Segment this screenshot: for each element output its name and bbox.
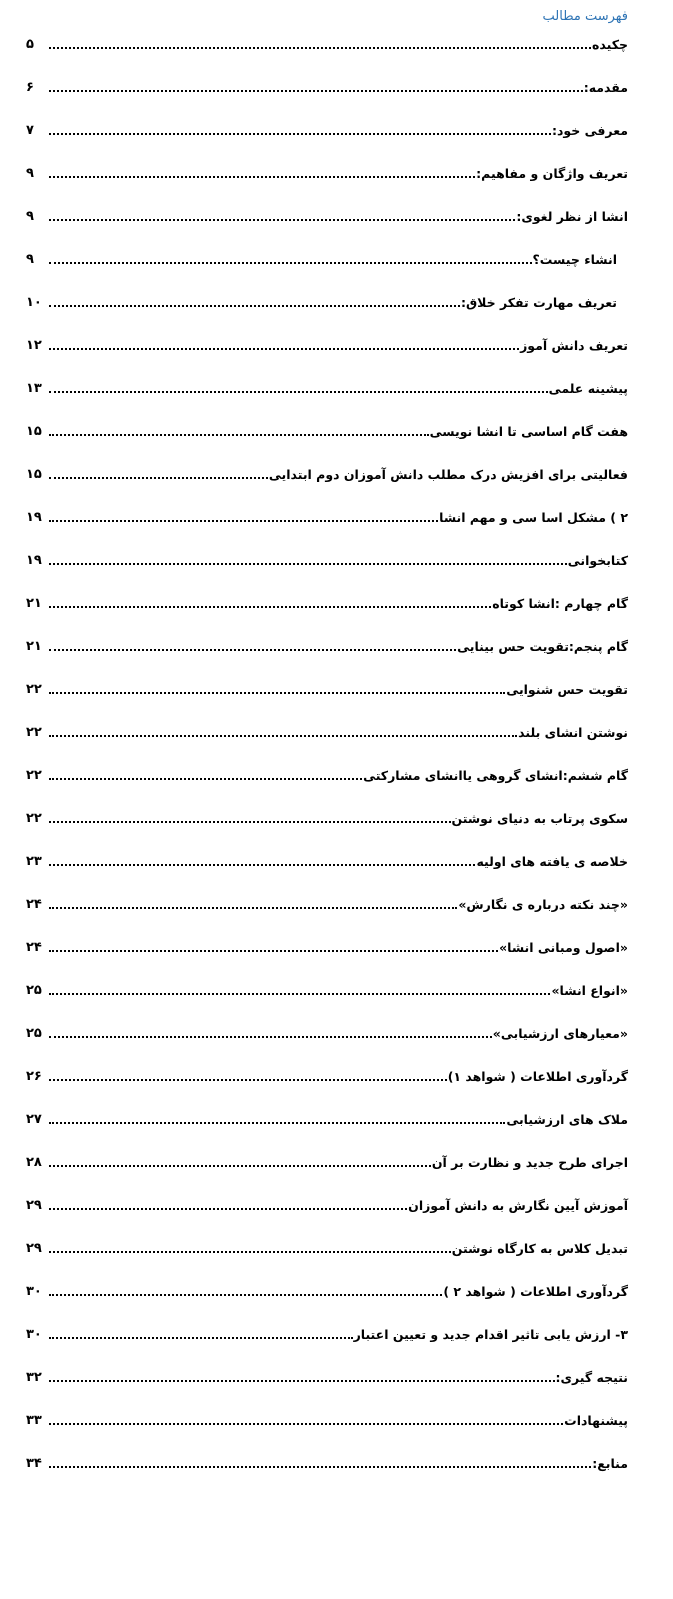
toc-entry-title: گام پنجم:تقویت حس بینایی	[457, 639, 628, 654]
toc-entry[interactable]	[26, 290, 617, 312]
toc-entry-title: تقویت حس شنوایی	[506, 682, 628, 697]
toc-page-number: ۲۳	[26, 854, 42, 869]
toc-dot-leader	[49, 606, 491, 608]
toc-dot-leader	[49, 477, 268, 479]
toc-page-number: ۲۶	[26, 1069, 42, 1084]
toc-page-number: ۶	[26, 80, 34, 95]
toc-dot-leader	[49, 692, 505, 694]
toc-dot-leader	[49, 391, 548, 393]
toc-entry[interactable]	[26, 376, 628, 398]
toc-dot-leader	[49, 219, 515, 221]
toc-page-number: ۲۴	[26, 940, 42, 955]
toc-dot-leader	[49, 1208, 407, 1210]
toc-entry-title: گردآوری اطلاعات ( شواهد ۲ )	[443, 1284, 628, 1299]
toc-entry-title: نوشتن انشای بلند	[518, 725, 628, 740]
toc-page-number: ۲۹	[26, 1241, 42, 1256]
toc-dot-leader	[49, 1423, 563, 1425]
toc-page-number: ۲۵	[26, 983, 42, 998]
toc-entry-title: معرفی خود:	[551, 123, 628, 138]
toc-entry-title: هفت گام اساسی تا انشا نویسی	[429, 424, 628, 439]
toc-entry-title: انشا از نظر لغوی:	[516, 209, 628, 224]
toc-dot-leader	[49, 1380, 555, 1382]
toc-entry[interactable]	[26, 591, 628, 613]
toc-dot-leader	[49, 90, 583, 92]
toc-page-number: ۱۹	[26, 510, 42, 525]
toc-page-number: ۱۲	[26, 338, 42, 353]
toc-page-number: ۲۴	[26, 897, 42, 912]
toc-entry-title: «اصول ومبانی انشا»	[499, 940, 628, 955]
toc-entry-title: نتیجه گیری:	[555, 1370, 628, 1385]
toc-page-number: ۹	[26, 252, 34, 267]
toc-entry-title: پیشنهادات	[564, 1413, 628, 1428]
toc-entry[interactable]	[26, 806, 628, 828]
toc-page-number: ۳۳	[26, 1413, 42, 1428]
toc-dot-leader	[49, 305, 460, 307]
toc-page-number: ۱۵	[26, 424, 42, 439]
toc-entry-title: فعالیتی برای افزیش درک مطلب دانش آموزان دوم ابتدایی	[268, 467, 628, 482]
toc-dot-leader	[49, 1466, 591, 1468]
toc-entry[interactable]	[26, 763, 628, 785]
toc-entry[interactable]	[26, 978, 628, 1000]
toc-entry[interactable]	[26, 1193, 628, 1215]
toc-entry-title: منابع:	[592, 1456, 628, 1471]
toc-page-number: ۲۷	[26, 1112, 42, 1127]
toc-dot-leader	[49, 778, 362, 780]
toc-entry[interactable]	[26, 161, 628, 183]
toc-entry-title: سکوی پرتاب به دنیای نوشتن	[451, 811, 628, 826]
toc-entry[interactable]	[26, 1322, 628, 1344]
toc-entry-title: مقدمه:	[583, 80, 628, 95]
toc-entry[interactable]	[26, 720, 628, 742]
toc-entry[interactable]	[26, 1236, 628, 1258]
toc-entry[interactable]	[26, 32, 628, 54]
toc-dot-leader	[49, 176, 475, 178]
toc-page-number: ۲۲	[26, 768, 42, 783]
toc-dot-leader	[49, 1122, 505, 1124]
toc-entry-title: تعریف دانش آموز	[520, 338, 628, 353]
toc-entry-title: ملاک های ارزشیابی	[506, 1112, 628, 1127]
toc-page-number: ۵	[26, 37, 34, 52]
toc-dot-leader	[49, 348, 519, 350]
toc-dot-leader	[49, 1036, 492, 1038]
toc-page-number: ۲۱	[26, 596, 42, 611]
toc-entry-title: پیشینه علمی	[548, 381, 628, 396]
toc-dot-leader	[49, 1079, 447, 1081]
toc-dot-leader	[49, 563, 567, 565]
toc-page-number: ۲۲	[26, 682, 42, 697]
toc-entry[interactable]	[26, 1107, 628, 1129]
toc-entry-title: ۲ ) مشکل اسا سی و مهم انشا	[439, 510, 628, 525]
toc-entry-title: «چند نکته درباره ی نگارش»	[458, 897, 628, 912]
toc-dot-leader	[49, 821, 451, 823]
toc-entry[interactable]	[26, 1021, 628, 1043]
toc-entry[interactable]	[26, 935, 628, 957]
toc-dot-leader	[49, 649, 456, 651]
toc-dot-leader	[49, 864, 475, 866]
toc-heading: فهرست مطالب	[542, 9, 628, 24]
toc-entry[interactable]	[26, 118, 628, 140]
toc-page-number: ۲۵	[26, 1026, 42, 1041]
toc-page-number: ۲۲	[26, 725, 42, 740]
toc-entry-title: «انواع انشا»	[551, 983, 628, 998]
toc-dot-leader	[49, 434, 429, 436]
toc-entry[interactable]	[26, 75, 628, 97]
toc-dot-leader	[49, 133, 551, 135]
toc-page-number: ۱۵	[26, 467, 42, 482]
toc-entry-title: تعریف واژگان و مفاهیم:	[476, 166, 628, 181]
toc-entry-title: اجرای طرح جدید و نظارت بر آن	[431, 1155, 628, 1170]
toc-dot-leader	[49, 993, 550, 995]
toc-entry[interactable]	[26, 892, 628, 914]
toc-entry-title: چکیده	[592, 37, 628, 52]
toc-entry[interactable]	[26, 548, 628, 570]
toc-entry[interactable]	[26, 1365, 628, 1387]
toc-entry-title: تبدیل کلاس به کارگاه نوشتن	[451, 1241, 628, 1256]
toc-entry[interactable]	[26, 247, 617, 269]
toc-entry-title: گردآوری اطلاعات ( شواهد ۱)	[447, 1069, 628, 1084]
toc-entry-title: خلاصه ی یافته های اولیه	[476, 854, 628, 869]
toc-entry[interactable]	[26, 1064, 628, 1086]
toc-entry[interactable]	[26, 462, 628, 484]
toc-entry[interactable]	[26, 849, 628, 871]
toc-dot-leader	[49, 1337, 353, 1339]
toc-entry-title: «معیارهای ارزشیابی»	[492, 1026, 628, 1041]
toc-entry[interactable]	[26, 1150, 628, 1172]
toc-page-number: ۹	[26, 166, 34, 181]
toc-page-number: ۳۰	[26, 1327, 42, 1342]
toc-entry[interactable]	[26, 1451, 628, 1473]
toc-page-number: ۳۰	[26, 1284, 42, 1299]
toc-page-number: ۲۹	[26, 1198, 42, 1213]
toc-dot-leader	[49, 1251, 451, 1253]
toc-entry[interactable]	[26, 1279, 628, 1301]
toc-dot-leader	[49, 1165, 431, 1167]
toc-page-number: ۱۳	[26, 381, 42, 396]
toc-dot-leader	[49, 907, 457, 909]
toc-entry[interactable]	[26, 204, 628, 226]
toc-entry[interactable]	[26, 505, 628, 527]
toc-page-number: ۷	[26, 123, 34, 138]
toc-page-number: ۳۲	[26, 1370, 42, 1385]
toc-entry-title: گام ششم:انشای گروهی یاانشای مشارکتی	[363, 768, 628, 783]
toc-dot-leader	[49, 262, 532, 264]
toc-entry[interactable]	[26, 419, 628, 441]
toc-dot-leader	[49, 735, 517, 737]
toc-entry-title: تعریف مهارت تفکر خلاق:	[460, 295, 617, 310]
toc-page-number: ۲۱	[26, 639, 42, 654]
toc-entry-title: آموزش آیین نگارش به دانش آموزان	[408, 1198, 628, 1213]
toc-entry[interactable]	[26, 634, 628, 656]
toc-page-number: ۳۴	[26, 1456, 42, 1471]
toc-entry[interactable]	[26, 1408, 628, 1430]
toc-dot-leader	[49, 520, 438, 522]
toc-page-number: ۱۹	[26, 553, 42, 568]
toc-page-number: ۲۲	[26, 811, 42, 826]
toc-dot-leader	[49, 1294, 442, 1296]
toc-page-number: ۱۰	[26, 295, 42, 310]
toc-dot-leader	[49, 47, 591, 49]
toc-entry[interactable]	[26, 677, 628, 699]
toc-entry-title: گام چهارم :انشا کوتاه	[492, 596, 628, 611]
toc-page-number: ۹	[26, 209, 34, 224]
toc-page-number: ۲۸	[26, 1155, 42, 1170]
toc-entry[interactable]	[26, 333, 628, 355]
toc-entry-title: انشاء چیست؟	[532, 252, 617, 267]
toc-entry-title: ۳- ارزش یابی تاثیر اقدام جدید و تعیین اعتبار	[353, 1327, 628, 1342]
toc-entry-title: کتابخوانی	[567, 553, 628, 568]
toc-dot-leader	[49, 950, 498, 952]
